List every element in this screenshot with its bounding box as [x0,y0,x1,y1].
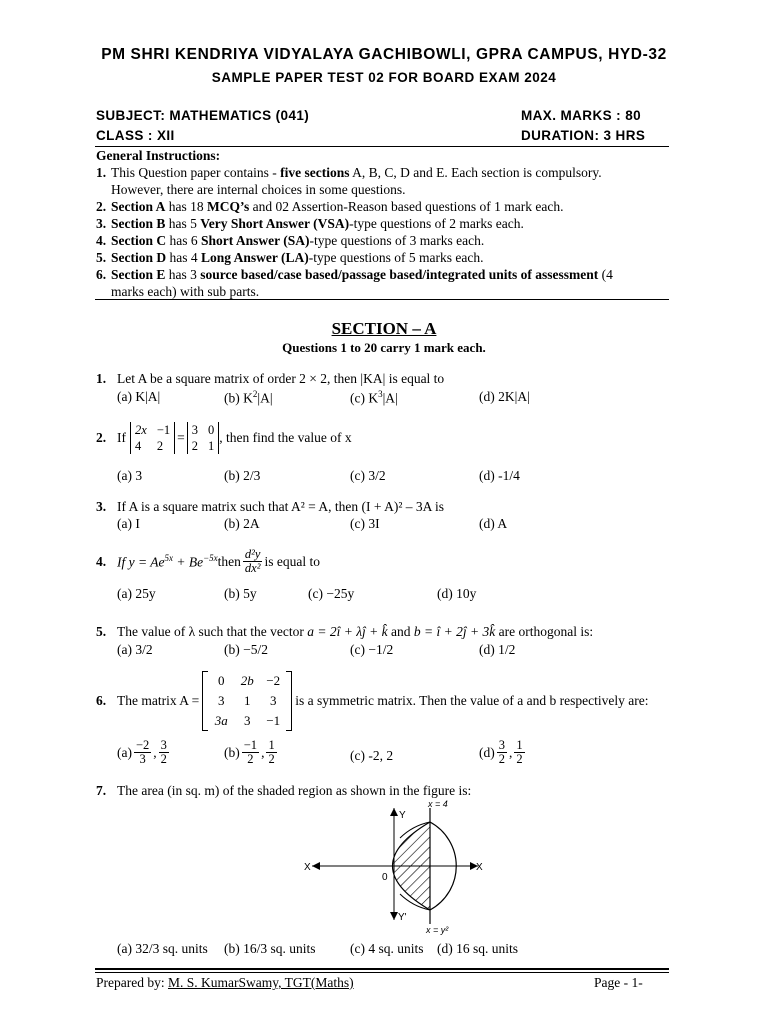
option-a: (a) 3 [117,468,143,483]
determinant-right: 3 0 2 1 [187,422,220,454]
question-6: 6. The matrix A = 0 2b −2 3 1 3 3a 3 −1 is a symmetric matrix. Then the value of a and b respectively are: [96,671,648,731]
option-a: (a) 25y [117,586,156,601]
option-d: (d) -1/4 [479,468,520,483]
option-a: (a) K|A| [117,389,161,404]
section-subtitle: Questions 1 to 20 carry 1 mark each. [282,340,486,355]
general-instructions [96,147,676,300]
page-number: Page - 1- [594,975,643,990]
subject-label: SUBJECT: MATHEMATICS (041) [96,108,310,123]
author-name: M. S. KumarSwamy, TGT(Maths) [167,975,354,990]
label-x-right: X [476,862,483,873]
instruction-item: 3. Section B has 5 Very Short Answer (VSA)-type questions of 2 marks each. [96,216,524,231]
option-a: (a) 3/2 [117,642,153,657]
question-5: 5. The value of λ such that the vector a = 2î + λĵ + k̂ and b = î + 2ĵ + 3k̂ are orthogonal is: [96,624,594,639]
instruction-continuation: However, there are internal choices in some questions. [111,182,406,197]
duration-label: DURATION: 3 HRS [521,128,646,143]
section-title: SECTION – A [331,319,437,338]
instruction-item: 4. Section C has 6 Short Answer (SA)-type questions of 3 marks each. [96,233,485,248]
x-axis-arrow-left [312,862,320,870]
option-d: (d) A [479,516,508,531]
label-y-prime: Y' [398,912,407,923]
option-c: (c) $K^3|A|$ [350,389,398,406]
footer-divider-thin [95,972,669,973]
question-3: 3. If A is a square matrix such that A² = A, then (I + A)² – 3A is [96,499,445,514]
symmetric-matrix: 0 2b −2 3 1 3 3a 3 −1 [202,671,292,731]
option-a: (a) 32/3 sq. units [117,941,208,956]
option-d: (d) 10y [437,586,477,601]
option-d: (d) 2K|A| [479,389,530,404]
option-b: (b) $\frac{-1}{2}$ , $\frac{1}{2}$ [224,738,275,766]
instructions-title: General Instructions: [96,148,221,163]
footer-prepared-by: Prepared by: M. S. KumarSwamy, TGT(Maths) [96,975,354,990]
max-marks-label: MAX. MARKS : 80 [521,108,642,123]
option-b: (b) 2/3 [224,468,261,483]
option-c: (c) −25y [308,586,355,601]
determinant-left: 2x −1 4 2 [130,422,175,454]
y-axis-arrow-down [390,912,398,920]
option-c: (c) −1/2 [350,642,394,657]
question-text: If A is a square matrix such that A² = A, then (I + A)² – 3A is [117,499,445,514]
instructions-divider [95,299,669,300]
instruction-continuation: marks each) with sub parts. [111,284,260,299]
question-2: 2. If 2x −1 4 2 = 3 0 2 1 , then find the value of x [96,423,352,453]
option-b: (b) 16/3 sq. units [224,941,316,956]
option-a: (a) $\frac{-2}{3}$ , $\frac{3}{2}$ [117,738,167,766]
instruction-item: 1. This Question paper contains - five sections A, B, C, D and E. Each section is compulsory. [96,165,602,180]
footer-divider-thick [95,968,669,970]
shaded-region-figure [300,798,490,938]
question-text: , then find the value of x [219,430,352,445]
instruction-item: 5. Section D has 4 Long Answer (LA)-type questions of 5 marks each. [96,250,484,265]
label-line: x = 4 [428,799,448,809]
test-title: SAMPLE PAPER TEST 02 FOR BOARD EXAM 2024 [211,70,557,85]
option-b: (b) 2A [224,516,260,531]
question-text: is a symmetric matrix. Then the value of a and b respectively are: [295,693,649,708]
class-label: CLASS : XII [96,128,175,143]
option-b: (b) 5y [224,586,257,601]
question-7: 7. The area (in sq. m) of the shaded region as shown in the figure is: [96,783,472,798]
question-1: 1. Let A be a square matrix of order 2 × 2, then |KA| is equal to [96,371,445,386]
option-b: (b) −5/2 [224,642,268,657]
derivative-fraction: $\frac{\text{d²y}}{\text{dx²}}$ [244,547,261,575]
label-origin: 0 [382,872,388,883]
school-title: PM SHRI KENDRIYA VIDYALAYA GACHIBOWLI, GPRA CAMPUS, HYD-32 [101,46,667,63]
instruction-item: 6. Section E has 3 source based/case based/passage based/integrated units of assessment (4 [96,267,613,282]
option-c: (c) -2, 2 [350,748,394,763]
label-y: Y [399,810,406,821]
option-d: (d) $\frac{3}{2}$ , $\frac{1}{2}$ [479,738,523,766]
question-4: 4. If $y = Ae^{5x} + Be^{-5x}$ then $\frac{\text{d²y}}{\text{dx²}}$ is equal to [96,547,320,575]
label-x-left: X [304,862,311,873]
label-curve: x = y² [426,925,449,935]
option-c: (c) 3I [350,516,380,531]
vector-a: a = 2î + λĵ + k̂ [307,624,388,639]
question-text: The area (in sq. m) of the shaded region as shown in the figure is: [117,783,472,798]
option-c: (c) 3/2 [350,468,386,483]
question-text: Let A be a square matrix of order 2 × 2, then |KA| is equal to [117,371,445,386]
option-b: (b) $K^2|A|$ [224,389,273,406]
option-a: (a) I [117,516,140,531]
y-axis-arrow-up [390,808,398,816]
option-d: (d) 1/2 [479,642,516,657]
option-d: (d) 16 sq. units [437,941,518,956]
vector-b: b = î + 2ĵ + 3k̂ [413,624,496,639]
option-c: (c) 4 sq. units [350,941,424,956]
instruction-item: 2. Section A has 18 MCQ’s and 02 Assertion-Reason based questions of 1 mark each. [96,199,564,214]
